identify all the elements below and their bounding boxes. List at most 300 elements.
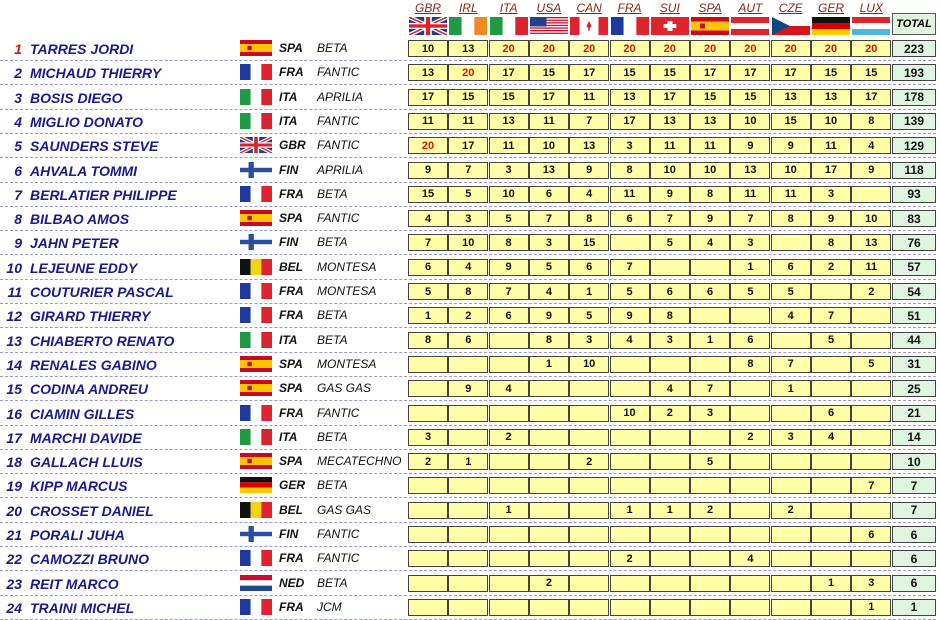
score-cell-can: 15 <box>569 234 609 251</box>
total-points: 93 <box>892 186 936 203</box>
score-cell-aut: 2 <box>730 429 770 446</box>
score-cell-usa: 20 <box>529 40 569 57</box>
score-cell-usa: 9 <box>529 307 569 324</box>
rider-position: 2 <box>14 65 22 82</box>
rider-name: CHIABERTO RENATO <box>30 332 175 349</box>
usa-flag-icon <box>530 17 568 35</box>
score-cell-ita: 15 <box>489 89 529 106</box>
score-cell-lux <box>851 453 891 470</box>
total-header: TOTAL <box>892 13 936 35</box>
score-cell-sui <box>650 575 690 592</box>
score-cell-cze: 13 <box>771 89 811 106</box>
ita-flag-icon <box>240 89 272 105</box>
score-cell-cze <box>771 477 811 494</box>
score-cell-can <box>569 405 609 422</box>
rider-name: CAMOZZI BRUNO <box>30 551 149 568</box>
score-cell-aut <box>730 575 770 592</box>
score-cell-aut: 6 <box>730 332 770 349</box>
rider-position: 3 <box>14 89 22 106</box>
ita-flag-icon <box>240 113 272 129</box>
score-cell-lux: 10 <box>851 210 891 227</box>
score-cell-usa <box>529 405 569 422</box>
rider-team: MONTESA <box>317 284 377 298</box>
score-cell-sui: 8 <box>650 307 690 324</box>
rider-team: BETA <box>317 575 348 590</box>
score-cell-ita: 11 <box>489 137 529 154</box>
score-cell-can: 8 <box>569 210 609 227</box>
rider-name: CIAMIN GILLES <box>30 405 135 422</box>
score-cell-usa <box>529 550 569 567</box>
score-cell-spa: 3 <box>690 405 730 422</box>
score-cell-irl <box>448 550 488 567</box>
total-points: 118 <box>892 162 936 179</box>
score-cell-ita <box>489 477 529 494</box>
score-cell-spa: 9 <box>690 210 730 227</box>
total-points: 7 <box>892 502 936 519</box>
score-cell-sui <box>650 599 690 616</box>
standings-row <box>0 37 940 61</box>
rider-name: GALLACH LLUIS <box>30 454 143 471</box>
score-cell-irl <box>448 502 488 519</box>
score-cell-ita: 5 <box>489 210 529 227</box>
score-cell-ger: 2 <box>811 259 851 276</box>
rider-position: 6 <box>14 162 22 179</box>
standings-row <box>0 134 940 158</box>
score-cell-lux: 3 <box>851 575 891 592</box>
spa-flag-icon <box>691 17 729 35</box>
score-cell-aut <box>730 477 770 494</box>
rider-name: BOSIS DIEGO <box>30 89 123 106</box>
total-points: 83 <box>892 210 936 227</box>
score-cell-cze: 8 <box>771 210 811 227</box>
rider-name: MICHAUD THIERRY <box>30 65 162 82</box>
score-cell-gbr <box>408 477 448 494</box>
score-cell-spa: 11 <box>690 137 730 154</box>
rider-name: KIPP MARCUS <box>30 478 128 495</box>
rider-position: 15 <box>6 381 22 398</box>
score-cell-lux <box>851 307 891 324</box>
ger-flag-icon <box>240 477 272 493</box>
score-cell-spa: 7 <box>690 380 730 397</box>
score-cell-gbr <box>408 599 448 616</box>
score-cell-gbr <box>408 405 448 422</box>
rider-nationality: SPA <box>279 356 303 371</box>
score-cell-gbr <box>408 380 448 397</box>
score-cell-spa <box>690 259 730 276</box>
score-cell-ger: 13 <box>811 89 851 106</box>
score-cell-spa <box>690 550 730 567</box>
standings-row <box>0 450 940 474</box>
spa-flag-icon <box>240 380 272 396</box>
score-cell-irl: 13 <box>448 40 488 57</box>
score-cell-sui: 5 <box>650 234 690 251</box>
score-cell-spa <box>690 526 730 543</box>
score-cell-sui <box>650 526 690 543</box>
score-cell-can: 9 <box>569 162 609 179</box>
rider-team: MECATECHNO <box>317 454 402 469</box>
rider-team: FANTIC <box>317 211 360 226</box>
score-cell-lux <box>851 380 891 397</box>
score-cell-lux: 20 <box>851 40 891 57</box>
event-code-aut: AUT <box>738 1 763 15</box>
rider-position: 8 <box>14 211 22 228</box>
score-cell-sui: 1 <box>650 502 690 519</box>
score-cell-lux <box>851 550 891 567</box>
score-cell-usa: 15 <box>529 64 569 81</box>
bel-flag-icon <box>240 502 272 518</box>
rider-position: 18 <box>6 454 22 471</box>
score-cell-sui: 3 <box>650 332 690 349</box>
rider-position: 22 <box>6 551 22 568</box>
score-cell-fra <box>610 526 650 543</box>
score-cell-cze <box>771 234 811 251</box>
score-cell-usa <box>529 380 569 397</box>
score-cell-ger <box>811 283 851 300</box>
rider-name: CROSSET DANIEL <box>30 502 154 519</box>
fra-flag-icon <box>611 17 649 35</box>
standings-row <box>0 353 940 377</box>
fra-flag-icon <box>240 283 272 299</box>
score-cell-ger: 8 <box>811 234 851 251</box>
score-cell-ger: 7 <box>811 307 851 324</box>
score-cell-usa: 13 <box>529 162 569 179</box>
score-cell-cze: 2 <box>771 502 811 519</box>
score-cell-cze <box>771 332 811 349</box>
score-cell-ita: 8 <box>489 234 529 251</box>
standings-row <box>0 110 940 134</box>
total-points: 31 <box>892 356 936 373</box>
rider-position: 11 <box>7 284 22 300</box>
score-cell-usa <box>529 477 569 494</box>
score-cell-sui: 9 <box>650 186 690 203</box>
score-cell-ger: 17 <box>811 162 851 179</box>
score-cell-usa: 1 <box>529 356 569 373</box>
score-cell-fra <box>610 453 650 470</box>
rider-position: 23 <box>6 575 22 592</box>
score-cell-aut <box>730 599 770 616</box>
score-cell-usa: 7 <box>529 210 569 227</box>
score-cell-can: 17 <box>569 64 609 81</box>
score-cell-sui <box>650 550 690 567</box>
ned-flag-icon <box>240 575 272 591</box>
total-points: 178 <box>892 89 936 106</box>
standings-row <box>0 596 940 620</box>
score-cell-fra: 5 <box>610 283 650 300</box>
fra-flag-icon <box>240 599 272 615</box>
score-cell-spa: 2 <box>690 502 730 519</box>
standings-row <box>0 572 940 596</box>
score-cell-cze: 4 <box>771 307 811 324</box>
rider-name: MARCHI DAVIDE <box>30 429 142 446</box>
event-code-lux: LUX <box>859 1 883 15</box>
score-cell-fra <box>610 575 650 592</box>
rider-team: FANTIC <box>317 138 360 153</box>
rider-team: JCM <box>317 599 342 614</box>
total-points: 54 <box>892 283 936 300</box>
bel-flag-icon <box>240 259 272 275</box>
event-code-can: CAN <box>576 1 602 15</box>
score-cell-gbr: 17 <box>408 89 448 106</box>
rider-nationality: BEL <box>279 502 303 517</box>
rider-position: 14 <box>6 356 22 373</box>
score-cell-lux <box>851 502 891 519</box>
score-cell-gbr: 11 <box>408 113 448 130</box>
score-cell-ger <box>811 599 851 616</box>
score-cell-aut <box>730 502 770 519</box>
score-cell-lux: 11 <box>851 259 891 276</box>
rider-nationality: FRA <box>279 551 304 566</box>
score-cell-cze <box>771 599 811 616</box>
score-cell-fra: 4 <box>610 332 650 349</box>
score-cell-irl <box>448 599 488 616</box>
score-cell-can: 5 <box>569 307 609 324</box>
rider-nationality: FRA <box>279 308 304 323</box>
score-cell-usa <box>529 453 569 470</box>
score-cell-ger <box>811 453 851 470</box>
score-cell-gbr <box>408 550 448 567</box>
standings-row <box>0 304 940 328</box>
rider-position: 19 <box>6 478 22 495</box>
standings-row <box>0 474 940 498</box>
score-cell-ita: 13 <box>489 113 529 130</box>
score-cell-ita: 17 <box>489 64 529 81</box>
rider-nationality: SPA <box>279 211 303 226</box>
score-cell-ita <box>489 526 529 543</box>
score-cell-ita: 4 <box>489 380 529 397</box>
score-cell-gbr: 8 <box>408 332 448 349</box>
score-cell-aut <box>730 405 770 422</box>
score-cell-fra: 9 <box>610 307 650 324</box>
score-cell-usa: 10 <box>529 137 569 154</box>
rider-team: BETA <box>317 235 348 250</box>
total-points: 1 <box>892 599 936 616</box>
score-cell-ger <box>811 502 851 519</box>
standings-row <box>0 86 940 110</box>
score-cell-irl: 3 <box>448 210 488 227</box>
rider-team: BETA <box>317 478 348 493</box>
score-cell-can: 10 <box>569 356 609 373</box>
score-cell-cze: 5 <box>771 283 811 300</box>
rider-position: 4 <box>14 113 22 130</box>
score-cell-fra: 7 <box>610 259 650 276</box>
total-points: 25 <box>892 380 936 397</box>
score-cell-irl: 15 <box>448 89 488 106</box>
score-cell-lux: 17 <box>851 89 891 106</box>
score-cell-usa: 3 <box>529 234 569 251</box>
score-cell-ita: 6 <box>489 307 529 324</box>
score-cell-aut <box>730 453 770 470</box>
score-cell-spa: 6 <box>690 283 730 300</box>
score-cell-usa: 5 <box>529 259 569 276</box>
rider-nationality: GER <box>279 478 306 493</box>
spa-flag-icon <box>240 210 272 226</box>
score-cell-ger: 3 <box>811 186 851 203</box>
score-cell-ita <box>489 550 529 567</box>
score-cell-sui: 4 <box>650 380 690 397</box>
score-cell-spa: 4 <box>690 234 730 251</box>
score-cell-cze: 6 <box>771 259 811 276</box>
rider-nationality: FIN <box>279 235 299 250</box>
score-cell-irl: 6 <box>448 332 488 349</box>
event-code-gbr: GBR <box>414 1 441 15</box>
score-cell-aut: 7 <box>730 210 770 227</box>
score-cell-usa: 2 <box>529 575 569 592</box>
score-cell-cze <box>771 405 811 422</box>
score-cell-can: 4 <box>569 186 609 203</box>
score-cell-usa <box>529 599 569 616</box>
score-cell-lux: 6 <box>851 526 891 543</box>
score-cell-can <box>569 550 609 567</box>
rider-nationality: FRA <box>279 405 304 420</box>
rider-nationality: GBR <box>279 138 306 153</box>
standings-row <box>0 207 940 231</box>
rider-nationality: FRA <box>279 284 304 298</box>
score-cell-can <box>569 526 609 543</box>
score-cell-spa <box>690 356 730 373</box>
rider-team: APRILIA <box>317 89 364 104</box>
score-cell-ger: 5 <box>811 332 851 349</box>
rider-team: FANTIC <box>317 405 360 420</box>
rider-nationality: ITA <box>279 332 298 347</box>
total-points: 223 <box>892 40 936 57</box>
can-flag-icon <box>570 17 608 35</box>
score-cell-fra: 2 <box>610 550 650 567</box>
score-cell-ger <box>811 380 851 397</box>
score-cell-irl <box>448 526 488 543</box>
score-cell-irl <box>448 477 488 494</box>
rider-team: BETA <box>317 186 348 201</box>
score-cell-ita: 3 <box>489 162 529 179</box>
score-cell-aut: 3 <box>730 234 770 251</box>
rider-team: BETA <box>317 429 348 444</box>
standings-row <box>0 183 940 207</box>
rider-team: BETA <box>317 332 348 347</box>
rider-name: COUTURIER PASCAL <box>30 284 174 300</box>
irl-flag-icon <box>449 17 487 35</box>
rider-name: BILBAO AMOS <box>30 211 130 228</box>
score-cell-usa: 8 <box>529 332 569 349</box>
score-cell-spa: 1 <box>690 332 730 349</box>
standings-row <box>0 402 940 426</box>
score-cell-aut: 4 <box>730 550 770 567</box>
total-points: 7 <box>892 477 936 494</box>
score-cell-usa: 4 <box>529 283 569 300</box>
score-cell-sui <box>650 477 690 494</box>
rider-name: MIGLIO DONATO <box>30 113 144 130</box>
score-cell-cze: 20 <box>771 40 811 57</box>
score-cell-gbr: 4 <box>408 210 448 227</box>
rider-position: 17 <box>6 429 22 446</box>
score-cell-fra: 13 <box>610 89 650 106</box>
score-cell-irl: 8 <box>448 283 488 300</box>
score-cell-cze: 11 <box>771 186 811 203</box>
score-cell-ger <box>811 477 851 494</box>
score-cell-lux <box>851 405 891 422</box>
rider-position: 1 <box>14 41 22 57</box>
score-cell-ita <box>489 405 529 422</box>
score-cell-irl: 17 <box>448 137 488 154</box>
score-cell-sui <box>650 429 690 446</box>
total-points: 6 <box>892 526 936 543</box>
standings-row <box>0 377 940 401</box>
score-cell-fra <box>610 429 650 446</box>
score-cell-ita: 1 <box>489 502 529 519</box>
rider-team: MONTESA <box>317 356 377 371</box>
score-cell-ita: 9 <box>489 259 529 276</box>
score-cell-gbr: 1 <box>408 307 448 324</box>
rider-team: FANTIC <box>317 527 360 541</box>
standings-row <box>0 426 940 450</box>
score-cell-lux: 2 <box>851 283 891 300</box>
event-code-sui: SUI <box>659 1 680 15</box>
spa-flag-icon <box>240 356 272 372</box>
rider-position: 20 <box>6 502 22 519</box>
rider-name: SAUNDERS STEVE <box>30 138 159 155</box>
gbr-flag-icon <box>409 17 447 35</box>
score-cell-spa: 8 <box>690 186 730 203</box>
score-cell-fra <box>610 234 650 251</box>
score-cell-fra <box>610 477 650 494</box>
fra-flag-icon <box>240 64 272 80</box>
event-code-irl: IRL <box>458 1 478 15</box>
score-cell-sui <box>650 259 690 276</box>
rider-name: GIRARD THIERRY <box>30 308 151 325</box>
rider-position: 10 <box>6 259 22 276</box>
score-cell-cze <box>771 550 811 567</box>
score-cell-aut: 1 <box>730 259 770 276</box>
rider-nationality: NED <box>279 575 305 590</box>
score-cell-ger <box>811 526 851 543</box>
score-cell-spa: 10 <box>690 162 730 179</box>
total-points: 10 <box>892 453 936 470</box>
score-cell-ita: 20 <box>489 40 529 57</box>
fin-flag-icon <box>240 162 272 178</box>
score-cell-irl: 20 <box>448 64 488 81</box>
score-cell-sui: 17 <box>650 89 690 106</box>
rider-name: CODINA ANDREU <box>30 381 148 398</box>
score-cell-can: 11 <box>569 89 609 106</box>
score-cell-irl <box>448 356 488 373</box>
score-cell-gbr <box>408 502 448 519</box>
rider-team: BETA <box>317 308 348 323</box>
score-cell-lux: 7 <box>851 477 891 494</box>
total-points: 76 <box>892 234 936 251</box>
total-points: 21 <box>892 405 936 422</box>
score-cell-usa <box>529 526 569 543</box>
score-cell-gbr <box>408 575 448 592</box>
score-cell-irl: 11 <box>448 113 488 130</box>
rider-name: RENALES GABINO <box>30 356 157 373</box>
rider-position: 7 <box>14 186 22 203</box>
score-cell-irl <box>448 575 488 592</box>
spa-flag-icon <box>240 453 272 469</box>
rider-position: 12 <box>6 308 22 325</box>
score-cell-gbr: 20 <box>408 137 448 154</box>
rider-team: FANTIC <box>317 551 360 566</box>
rider-name: TRAINI MICHEL <box>30 599 135 616</box>
score-cell-can: 13 <box>569 137 609 154</box>
score-cell-fra: 1 <box>610 502 650 519</box>
total-points: 129 <box>892 137 936 154</box>
cze-flag-icon <box>772 17 810 35</box>
score-cell-fra <box>610 380 650 397</box>
score-cell-aut: 10 <box>730 113 770 130</box>
score-cell-gbr <box>408 356 448 373</box>
score-cell-can <box>569 575 609 592</box>
score-cell-spa <box>690 575 730 592</box>
fra-flag-icon <box>240 405 272 421</box>
score-cell-irl: 1 <box>448 453 488 470</box>
